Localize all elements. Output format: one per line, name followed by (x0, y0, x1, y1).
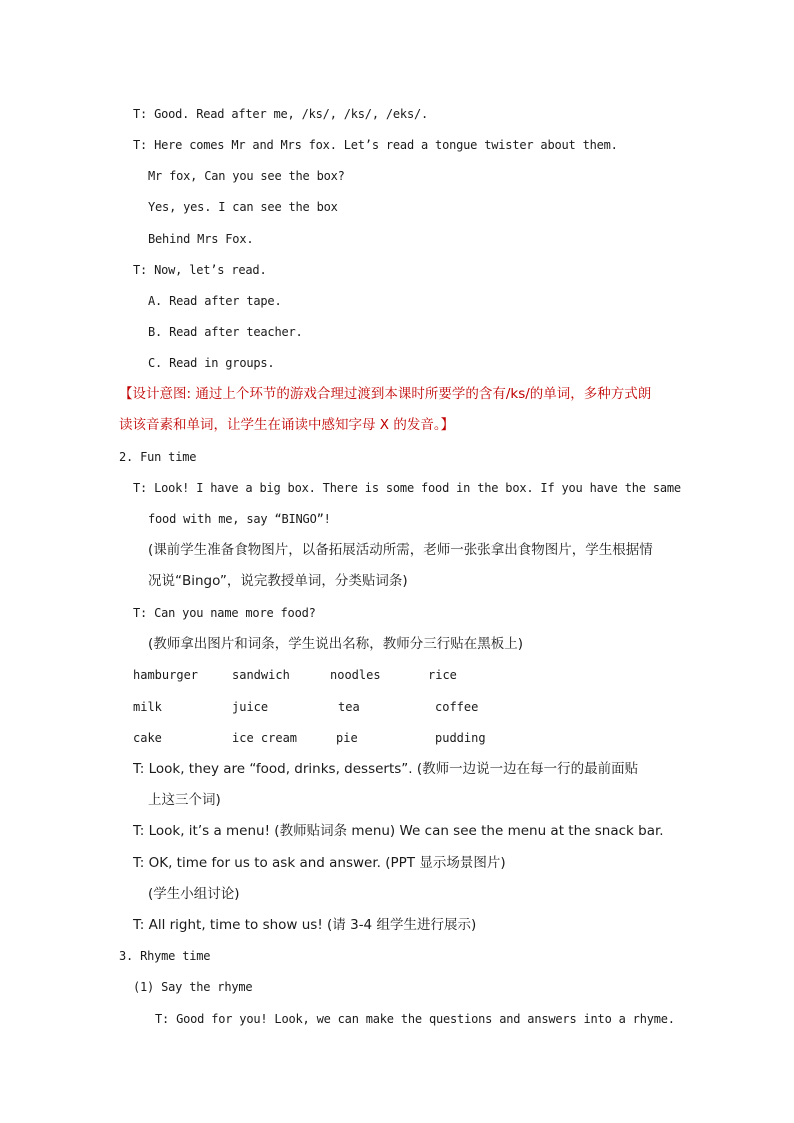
teacher-line-bingo: food with me, say “BINGO”! (148, 512, 331, 526)
word-cell: coffee (435, 700, 479, 714)
word-cell: milk (133, 700, 162, 714)
option-c: C. Read in groups. (148, 356, 275, 370)
note-prepare-pictures-1: (课前学生准备食物图片，以备拓展活动所需，老师一张张拿出食物图片，学生根据情 (148, 542, 653, 558)
option-a: A. Read after tape. (148, 294, 282, 308)
word-cell: ice cream (232, 731, 298, 745)
note-word-cards: (教师拿出图片和词条，学生说出名称，教师分三行贴在黑板上) (148, 636, 524, 652)
twister-line-2: Yes, yes. I can see the box (148, 200, 338, 214)
word-cell: tea (338, 700, 360, 714)
design-intent-line-1: 【设计意图: 通过上个环节的游戏合理过渡到本课时所要学的含有/ks/的单词，多种方式朗 (119, 386, 652, 402)
section-heading-rhyme-time: 3. Rhyme time (119, 949, 211, 963)
teacher-line-ask-answer: T: OK, time for us to ask and answer. (PPT 显示场景图片) (133, 855, 506, 871)
twister-line-3: Behind Mrs Fox. (148, 232, 254, 246)
subsection-say-rhyme: (1) Say the rhyme (133, 980, 253, 994)
word-cell: hamburger (133, 668, 199, 682)
teacher-line-categories-cont: 上这三个词) (148, 792, 221, 808)
word-cell: pudding (435, 731, 486, 745)
section-heading-fun-time: 2. Fun time (119, 450, 197, 464)
note-group-discussion: (学生小组讨论) (148, 886, 240, 902)
design-intent-line-2: 读该音素和单词，让学生在诵读中感知字母 X 的发音。】 (119, 417, 455, 433)
word-cell: rice (428, 668, 457, 682)
teacher-line-big-box: T: Look! I have a big box. There is some food in the box. If you have the same (133, 481, 681, 495)
word-cell: noodles (330, 668, 381, 682)
word-cell: sandwich (232, 668, 290, 682)
note-prepare-pictures-2: 况说“Bingo”，说完教授单词，分类贴词条) (148, 573, 408, 589)
teacher-line-make-rhyme: T: Good for you! Look, we can make the questions and answers into a rhyme. (155, 1012, 675, 1026)
twister-line-1: Mr fox, Can you see the box? (148, 169, 345, 183)
teacher-line-show-us: T: All right, time to show us! (请 3-4 组学生进行展示) (133, 917, 477, 933)
teacher-line-categories: T: Look, they are “food, drinks, desserts”. (教师一边说一边在每一行的最前面贴 (133, 761, 639, 777)
teacher-line-menu: T: Look, it’s a menu! (教师贴词条 menu) We can see the menu at the snack bar. (133, 823, 664, 839)
teacher-line-now-read: T: Now, let’s read. (133, 263, 267, 277)
teacher-line-read-after: T: Good. Read after me, /ks/, /ks/, /eks/. (133, 107, 429, 121)
word-cell: juice (232, 700, 269, 714)
teacher-line-name-food: T: Can you name more food? (133, 606, 316, 620)
teacher-line-tongue-twister-intro: T: Here comes Mr and Mrs fox. Let’s read a tongue twister about them. (133, 138, 618, 152)
option-b: B. Read after teacher. (148, 325, 303, 339)
word-cell: cake (133, 731, 162, 745)
word-cell: pie (336, 731, 358, 745)
